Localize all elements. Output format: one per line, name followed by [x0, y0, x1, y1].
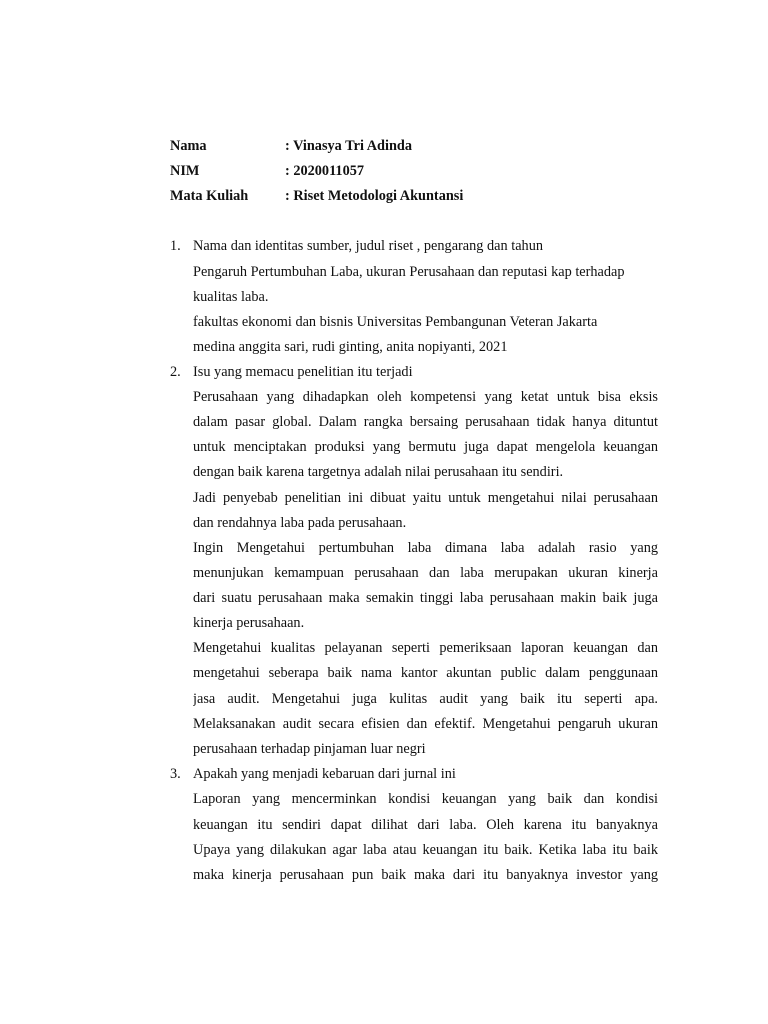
header-row-nim [170, 161, 570, 181]
item-3-number: 3. [170, 766, 181, 782]
item-2-line: jasa audit. Mengetahui juga kulitas audit yang baik itu seperti apa. [193, 691, 658, 707]
mata-kuliah-value: : Riset Metodologi Akuntansi [285, 188, 464, 204]
header-row-nama [170, 136, 570, 156]
item-2-line: Mengetahui kualitas pelayanan seperti pemeriksaan laporan keuangan dan [193, 640, 658, 656]
item-2-line: dengan baik karena targetnya adalah nilai perusahaan itu sendiri. [193, 464, 564, 480]
mata-kuliah-label: Mata Kuliah [170, 188, 249, 204]
item-3-line: keuangan itu sendiri dapat dilihat dari laba. Oleh karena itu banyaknya [193, 817, 658, 833]
item-2-number: 2. [170, 364, 181, 380]
item-1-number: 1. [170, 238, 181, 254]
item-3-line: Upaya yang dilakukan agar laba atau keuangan itu baik. Ketika laba itu baik [193, 842, 658, 858]
item-1-line: kualitas laba. [193, 289, 269, 305]
item-2-line: kinerja perusahaan. [193, 615, 305, 631]
item-2-line: dalam pasar global. Dalam rangka bersaing perusahaan tidak hanya dituntut [193, 414, 658, 430]
item-2-question: Isu yang memacu penelitian itu terjadi [193, 364, 413, 380]
item-1-line: fakultas ekonomi dan bisnis Universitas Pembangunan Veteran Jakarta [193, 314, 598, 330]
item-2-line: Ingin Mengetahui pertumbuhan laba dimana laba adalah rasio yang [193, 540, 658, 556]
item-3-line: Laporan yang mencerminkan kondisi keuangan yang baik dan kondisi [193, 791, 658, 807]
item-3-question: Apakah yang menjadi kebaruan dari jurnal ini [193, 766, 456, 782]
item-2-line: Perusahaan yang dihadapkan oleh kompetensi yang ketat untuk bisa eksis [193, 389, 658, 405]
nim-label: NIM [170, 163, 200, 179]
header-row-mata-kuliah [170, 186, 570, 206]
item-2-line: menunjukan kemampuan perusahaan dan laba merupakan ukuran kinerja [193, 565, 658, 581]
item-3-line: maka kinerja perusahaan pun baik maka dari itu banyaknya investor yang [193, 867, 658, 883]
item-1-question: Nama dan identitas sumber, judul riset , pengarang dan tahun [193, 238, 544, 254]
item-1-line: Pengaruh Pertumbuhan Laba, ukuran Perusahaan dan reputasi kap terhadap [193, 264, 625, 280]
item-1-line: medina anggita sari, rudi ginting, anita nopiyanti, 2021 [193, 339, 508, 355]
item-2-line: perusahaan terhadap pinjaman luar negri [193, 741, 426, 757]
item-2-line: Melaksanakan audit secara efisien dan efektif. Mengetahui pengaruh ukuran [193, 716, 658, 732]
nama-value: : Vinasya Tri Adinda [285, 138, 412, 154]
item-2-line: dari suatu perusahaan maka semakin tinggi laba perusahaan makin baik juga [193, 590, 658, 606]
nama-label: Nama [170, 138, 207, 154]
item-2-line: Jadi penyebab penelitian ini dibuat yaitu untuk mengetahui nilai perusahaan [193, 490, 658, 506]
item-2-line: dan rendahnya laba pada perusahaan. [193, 515, 407, 531]
item-2-line: mengetahui seberapa baik nama kantor akuntan public dalam penggunaan [193, 665, 658, 681]
nim-value: : 2020011057 [285, 163, 365, 179]
item-2-line: untuk menciptakan produksi yang bermutu juga dapat mengelola keuangan [193, 439, 658, 455]
